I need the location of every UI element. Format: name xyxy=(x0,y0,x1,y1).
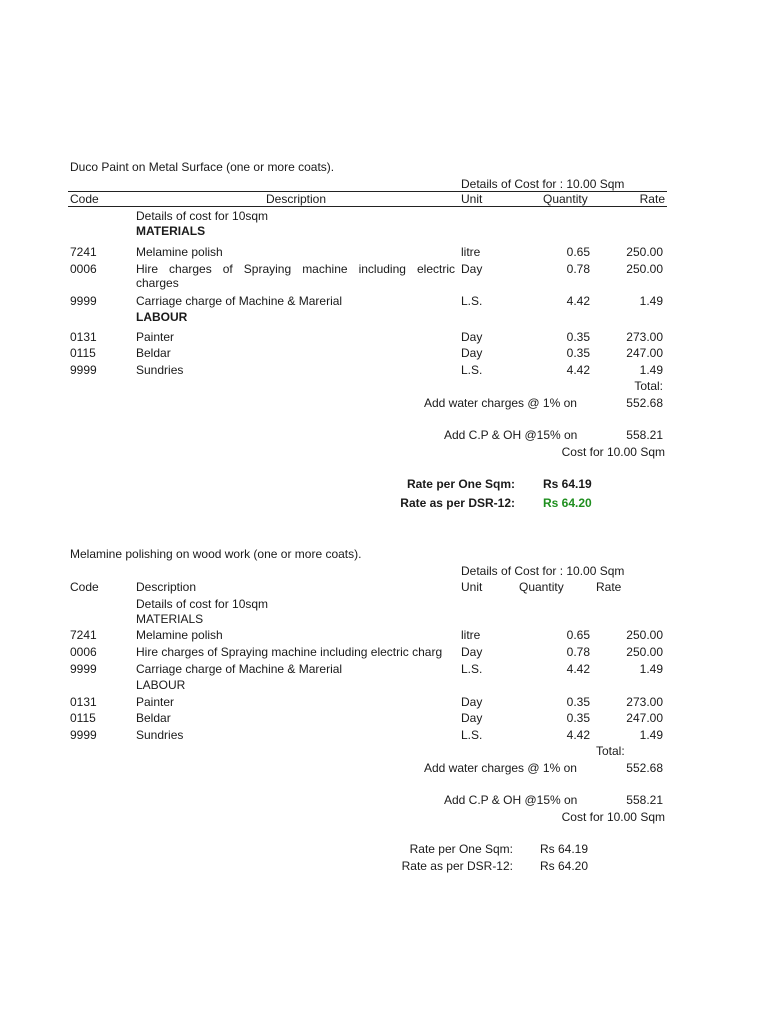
row-description: Melamine polish xyxy=(136,245,223,259)
row-code: 7241 xyxy=(70,628,97,642)
row-code: 0006 xyxy=(70,645,97,659)
row-quantity: 4.42 xyxy=(566,728,590,742)
column-header-quantity: Quantity xyxy=(519,580,564,594)
cost-for-label: Cost for 10.00 Sqm xyxy=(561,445,665,459)
row-quantity: 0.65 xyxy=(566,628,590,642)
row-rate: 250.00 xyxy=(626,245,663,259)
rate-dsr-value: Rs 64.20 xyxy=(540,859,589,873)
row-quantity: 0.35 xyxy=(566,346,590,360)
column-header-description: Description xyxy=(136,580,197,594)
section-2-details-header: Details of Cost for : 10.00 Sqm xyxy=(461,564,625,578)
row-code: 0131 xyxy=(70,695,97,709)
row-code: 0131 xyxy=(70,330,97,344)
row-code: 0115 xyxy=(70,711,96,725)
row-rate: 1.49 xyxy=(639,363,663,377)
labour-label: LABOUR xyxy=(136,310,188,324)
column-header-code: Code xyxy=(70,580,99,594)
row-unit: Day xyxy=(461,330,483,344)
row-description: Carriage charge of Machine & Marerial xyxy=(136,294,343,308)
row-unit: litre xyxy=(461,628,481,642)
row-rate: 247.00 xyxy=(626,711,663,725)
water-charges-value: 552.68 xyxy=(626,396,663,410)
subheader: Details of cost for 10sqm xyxy=(136,209,269,223)
row-rate: 273.00 xyxy=(626,330,663,344)
row-unit: Day xyxy=(461,645,483,659)
cost-for-label: Cost for 10.00 Sqm xyxy=(561,810,665,824)
row-code: 7241 xyxy=(70,245,97,259)
rate-dsr-value: Rs 64.20 xyxy=(543,496,592,510)
row-description: Beldar xyxy=(136,346,171,360)
row-description: Beldar xyxy=(136,711,171,725)
column-header-rate: Rate xyxy=(639,192,665,206)
rate-per-sqm-value: Rs 64.19 xyxy=(543,477,592,491)
water-charges-label: Add water charges @ 1% on xyxy=(424,761,577,775)
row-quantity: 4.42 xyxy=(566,294,590,308)
header-bottom-rule xyxy=(68,206,667,207)
cp-oh-value: 558.21 xyxy=(626,793,663,807)
row-rate: 1.49 xyxy=(639,662,663,676)
column-header-description: Description xyxy=(265,192,327,206)
row-code: 9999 xyxy=(70,728,97,742)
row-description: Carriage charge of Machine & Marerial xyxy=(136,662,343,676)
row-quantity: 0.78 xyxy=(566,262,590,276)
row-unit: Day xyxy=(461,262,483,276)
total-label: Total: xyxy=(634,379,663,393)
subheader: Details of cost for 10sqm xyxy=(136,597,269,611)
row-description-continued: charges xyxy=(136,276,179,290)
labour-label: LABOUR xyxy=(136,678,186,692)
rate-per-sqm-label: Rate per One Sqm: xyxy=(406,477,515,491)
section-1-title: Duco Paint on Metal Surface (one or more coats). xyxy=(70,160,335,174)
row-code: 9999 xyxy=(70,294,97,308)
row-description: Sundries xyxy=(136,363,184,377)
row-unit: Day xyxy=(461,711,483,725)
water-charges-value: 552.68 xyxy=(626,761,663,775)
cp-oh-label: Add C.P & OH @15% on xyxy=(444,793,578,807)
rate-dsr-label: Rate as per DSR-12: xyxy=(400,496,515,510)
row-rate: 1.49 xyxy=(639,728,663,742)
column-header-unit: Unit xyxy=(461,192,483,206)
row-code: 0115 xyxy=(70,346,96,360)
row-rate: 250.00 xyxy=(626,262,663,276)
cp-oh-value: 558.21 xyxy=(626,428,663,442)
row-quantity: 0.78 xyxy=(566,645,590,659)
row-rate: 273.00 xyxy=(626,695,663,709)
water-charges-label: Add water charges @ 1% on xyxy=(424,396,577,410)
row-rate: 247.00 xyxy=(626,346,663,360)
rate-per-sqm-value: Rs 64.19 xyxy=(540,842,589,856)
section-2-title: Melamine polishing on wood work (one or more coats). xyxy=(70,547,362,561)
row-quantity: 0.35 xyxy=(566,695,590,709)
row-description: Hire charges of Spraying machine including electric charg xyxy=(136,645,443,659)
row-unit: Day xyxy=(461,695,483,709)
row-description: Sundries xyxy=(136,728,184,742)
row-description: Painter xyxy=(136,330,175,344)
row-quantity: 0.35 xyxy=(566,711,590,725)
cp-oh-label: Add C.P & OH @15% on xyxy=(444,428,578,442)
rate-dsr-label: Rate as per DSR-12: xyxy=(401,859,513,873)
row-quantity: 4.42 xyxy=(566,363,590,377)
materials-label: MATERIALS xyxy=(136,224,206,238)
row-rate: 1.49 xyxy=(639,294,663,308)
section-1-details-header: Details of Cost for : 10.00 Sqm xyxy=(461,177,625,191)
row-description: Hire charges of Spraying machine including electric xyxy=(136,262,455,276)
column-header-code: Code xyxy=(70,192,99,206)
row-unit: litre xyxy=(461,245,481,259)
row-code: 9999 xyxy=(70,662,97,676)
row-description: Painter xyxy=(136,695,175,709)
row-code: 0006 xyxy=(70,262,97,276)
column-header-unit: Unit xyxy=(461,580,483,594)
rate-per-sqm-label: Rate per One Sqm: xyxy=(409,842,513,856)
row-unit: L.S. xyxy=(461,662,483,676)
column-header-rate: Rate xyxy=(596,580,622,594)
row-unit: L.S. xyxy=(461,294,483,308)
row-unit: L.S. xyxy=(461,363,483,377)
materials-label: MATERIALS xyxy=(136,612,204,626)
column-header-quantity: Quantity xyxy=(543,192,588,206)
row-quantity: 4.42 xyxy=(566,662,590,676)
row-description: Melamine polish xyxy=(136,628,223,642)
total-label: Total: xyxy=(596,744,625,758)
row-unit: Day xyxy=(461,346,483,360)
row-quantity: 0.65 xyxy=(566,245,590,259)
row-quantity: 0.35 xyxy=(566,330,590,344)
row-code: 9999 xyxy=(70,363,97,377)
row-rate: 250.00 xyxy=(626,645,663,659)
row-rate: 250.00 xyxy=(626,628,663,642)
row-unit: L.S. xyxy=(461,728,483,742)
